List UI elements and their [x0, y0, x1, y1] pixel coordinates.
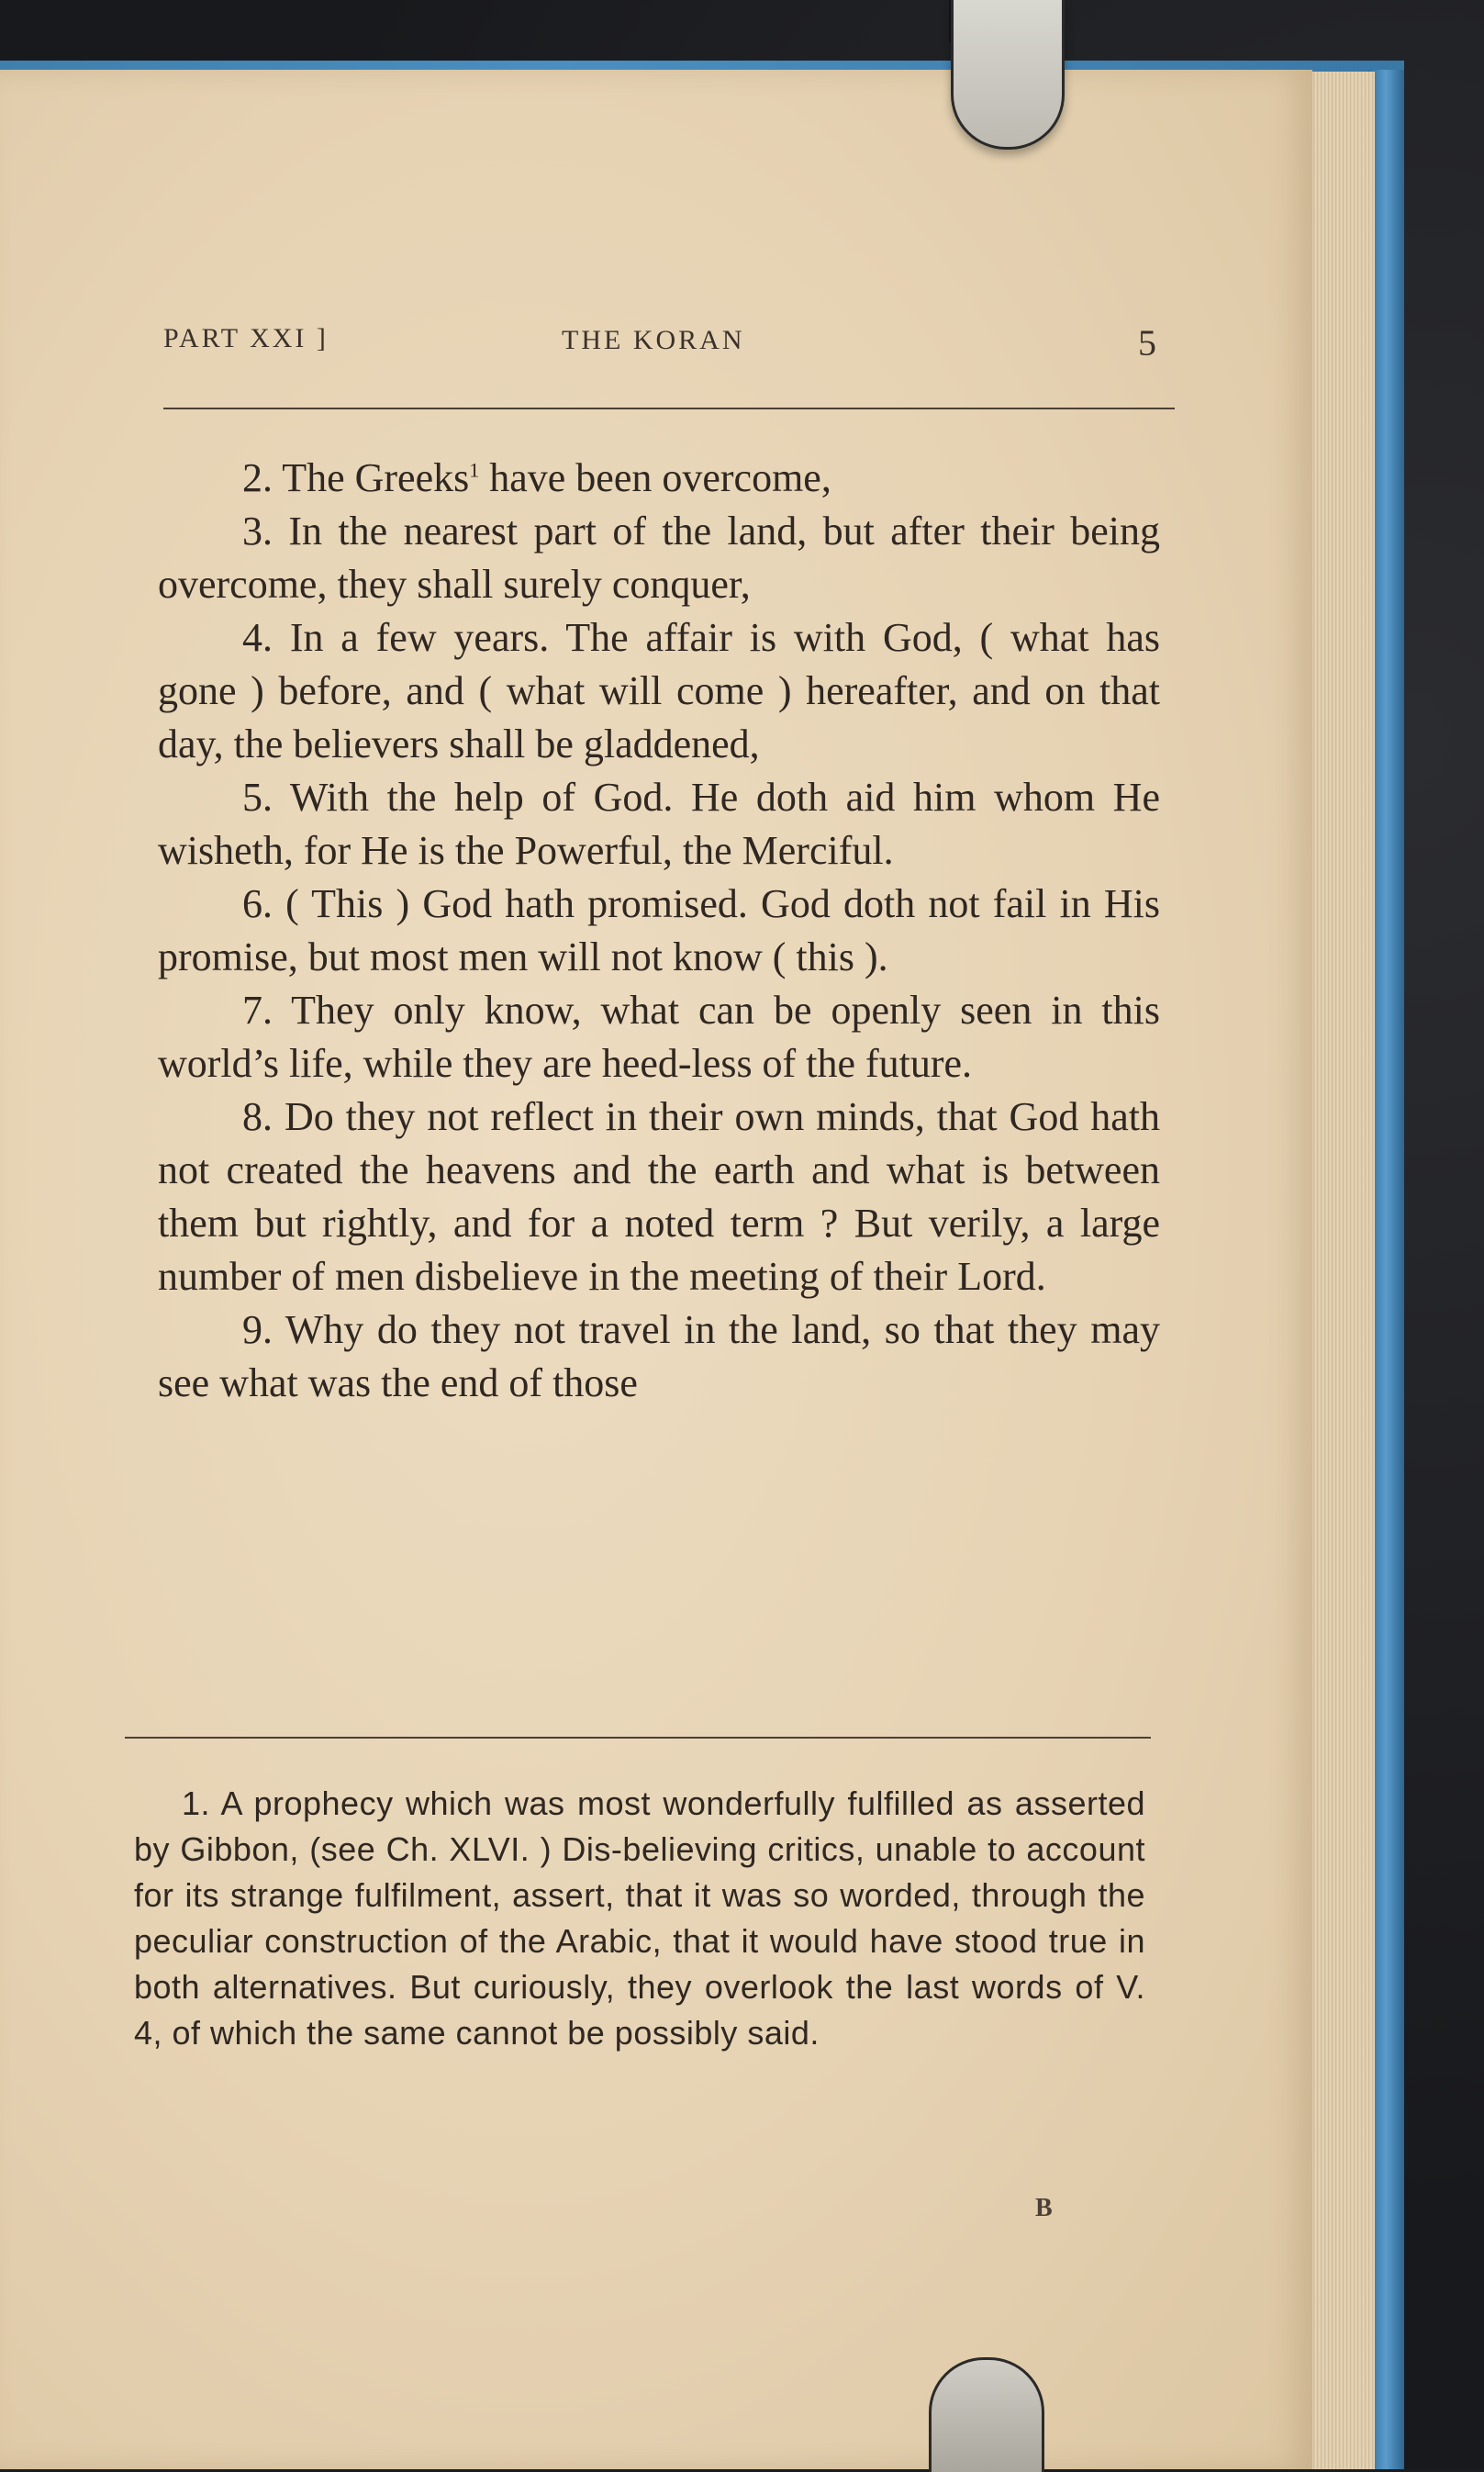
page-edges — [1303, 72, 1375, 2469]
verse-text: have been overcome, — [489, 455, 831, 500]
verse-text: They only know, what can be openly seen in this world’s life, while they are heed-less of the future. — [158, 988, 1160, 1086]
verse-number: 3. — [242, 509, 273, 554]
verse-7 — [158, 984, 1160, 1091]
verse-5 — [158, 771, 1160, 878]
footnote-ref[interactable]: 1 — [469, 458, 480, 482]
verse-number: 2. — [242, 455, 273, 500]
verse-3 — [158, 505, 1160, 611]
running-head — [163, 323, 1164, 369]
verse-8 — [158, 1091, 1160, 1303]
signature-mark: B — [1035, 2194, 1053, 2222]
verse-number: 8. — [242, 1094, 273, 1139]
verse-text: The Greeks — [282, 455, 470, 500]
verse-number: 5. — [242, 775, 273, 820]
verse-text: ( This ) God hath promised. God doth not fail in His promise, but most men will not know ( this ). — [158, 881, 1160, 979]
header-rule — [163, 408, 1175, 409]
page-clip-top — [951, 0, 1065, 150]
part-label: PART XXI ] — [163, 323, 329, 353]
page-number: 5 — [1138, 322, 1156, 364]
verse-4 — [158, 611, 1160, 771]
verse-text: With the help of God. He doth aid him whom He wisheth, for He is the Powerful, the Merciful. — [158, 775, 1160, 873]
verse-number: 9. — [242, 1307, 273, 1352]
verse-text: In the nearest part of the land, but after their being overcome, they shall surely conquer, — [158, 509, 1160, 607]
verse-text: Why do they not travel in the land, so that they may see what was the end of those — [158, 1307, 1160, 1405]
verse-text: Do they not reflect in their own minds, that God hath not created the heavens and the earth and what is between them but rightly, and for a noted term ? But verily, a large number of men disbelieve in the meeting of their Lord. — [158, 1094, 1161, 1299]
verse-number: 7. — [242, 988, 273, 1033]
verse-9 — [158, 1303, 1160, 1410]
verse-6 — [158, 878, 1160, 984]
book-title: THE KORAN — [562, 325, 745, 355]
footnote-text: A prophecy which was most wonderfully fulfilled as asserted by Gibbon, (see Ch. XLVI. ) Dis-believing critics, unable to account for its strange fulfilment, assert, that it was so worded, through the peculiar construction of the Arabic, that it would have stood true in both alternatives. But curiously, they overlook the last words of V. 4, of which the same cannot be possibly said. — [134, 1784, 1145, 2052]
footnote-paragraph — [134, 1781, 1145, 2056]
verse-2 — [158, 452, 1160, 505]
verse-number: 6. — [242, 881, 273, 926]
verse-text: In a few years. The affair is with God, ( what has gone ) before, and ( what will come ) hereafter, and on that day, the believers shall be gladdened, — [158, 615, 1161, 766]
page-clip-bottom — [929, 2357, 1044, 2472]
verse-number: 4. — [242, 615, 273, 660]
footnote-rule — [125, 1737, 1151, 1739]
footnote-number: 1. — [182, 1784, 211, 1822]
footnote — [134, 1781, 1145, 2056]
verse-body — [158, 452, 1160, 1410]
